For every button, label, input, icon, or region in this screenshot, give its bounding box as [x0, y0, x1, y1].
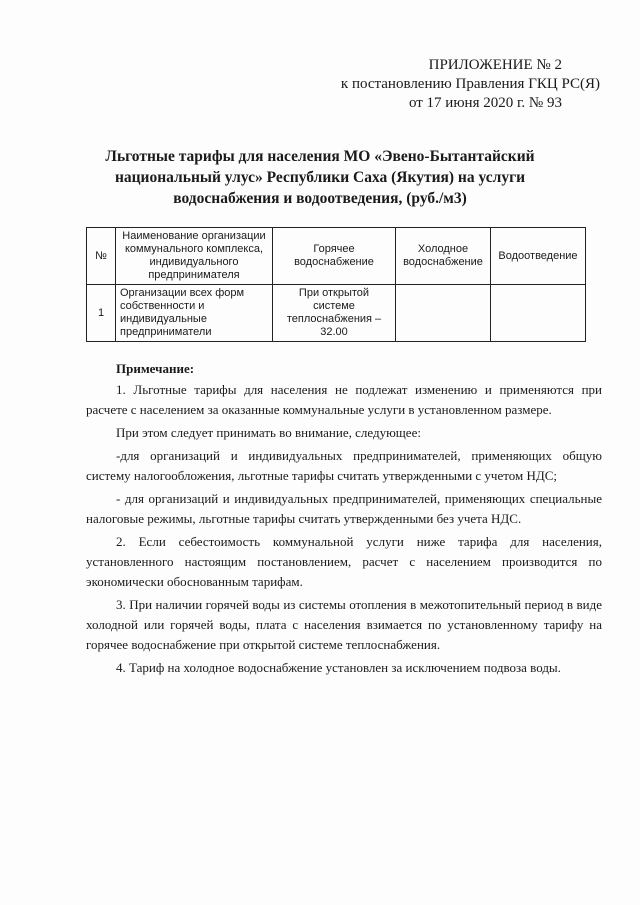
note-paragraph: 3. При наличии горячей воды из системы отопления в межотопительный период в виде холодной или горячей воды, плата с населения взимается по установленному тарифу на горячее водоснабжение при открытой системе теплоснабжения.: [86, 597, 602, 652]
cell-cold-water: [396, 285, 491, 342]
header-hot-water: Горячее водоснабжение: [273, 228, 396, 285]
cell-sewerage: [491, 285, 586, 342]
table-row: [87, 285, 586, 342]
appendix-date: от 17 июня 2020 г. № 93: [408, 95, 562, 111]
notes-section: [86, 359, 602, 681]
tariff-table: [86, 227, 586, 342]
appendix-block: [341, 56, 600, 113]
cell-number: 1: [87, 285, 116, 342]
note-paragraph: 4. Тариф на холодное водоснабжение установлен за исключением подвоза воды.: [116, 660, 561, 675]
header-number: №: [87, 228, 116, 285]
note-paragraph: - для организаций и индивидуальных предпринимателей, применяющих специальные налоговые режимы, льготные тарифы считать утвержденными без учета НДС.: [86, 491, 602, 526]
header-sewerage: Водоотведение: [491, 228, 586, 285]
note-paragraph: -для организаций и индивидуальных предпринимателей, применяющих общую систему налогообложения, льготные тарифы считать утвержденными с учетом НДС;: [86, 448, 602, 483]
table-header-row: [87, 228, 586, 285]
appendix-resolution: к постановлению Правления ГКЦ РС(Я): [340, 76, 600, 92]
cell-organization: Организации всех форм собственности и индивидуальные предприниматели: [116, 285, 273, 342]
cell-hot-water: При открытой системе теплоснабжения – 32.00: [273, 285, 396, 342]
note-paragraph: 1. Льготные тарифы для населения не подлежат изменению и применяются при расчете с населением за оказанные коммунальные услуги в установленном размере.: [86, 382, 602, 417]
header-cold-water: Холодное водоснабжение: [396, 228, 491, 285]
appendix-number: ПРИЛОЖЕНИЕ № 2: [428, 57, 562, 73]
header-organization: Наименование организации коммунального комплекса, индивидуального предпринимателя: [116, 228, 273, 285]
document-title: Льготные тарифы для населения МО «Эвено-Бытантайский национальный улус» Республики Саха (Якутия) на услуги водоснабжения и водоотведения, (руб./м3): [105, 148, 535, 207]
note-paragraph: При этом следует принимать во внимание, следующее:: [116, 425, 421, 440]
notes-heading: Примечание:: [116, 361, 195, 376]
note-paragraph: 2. Если себестоимость коммунальной услуги ниже тарифа для населения, установленного настоящим постановлением, расчет с населением производится по экономически обоснованным тарифам.: [86, 534, 602, 589]
